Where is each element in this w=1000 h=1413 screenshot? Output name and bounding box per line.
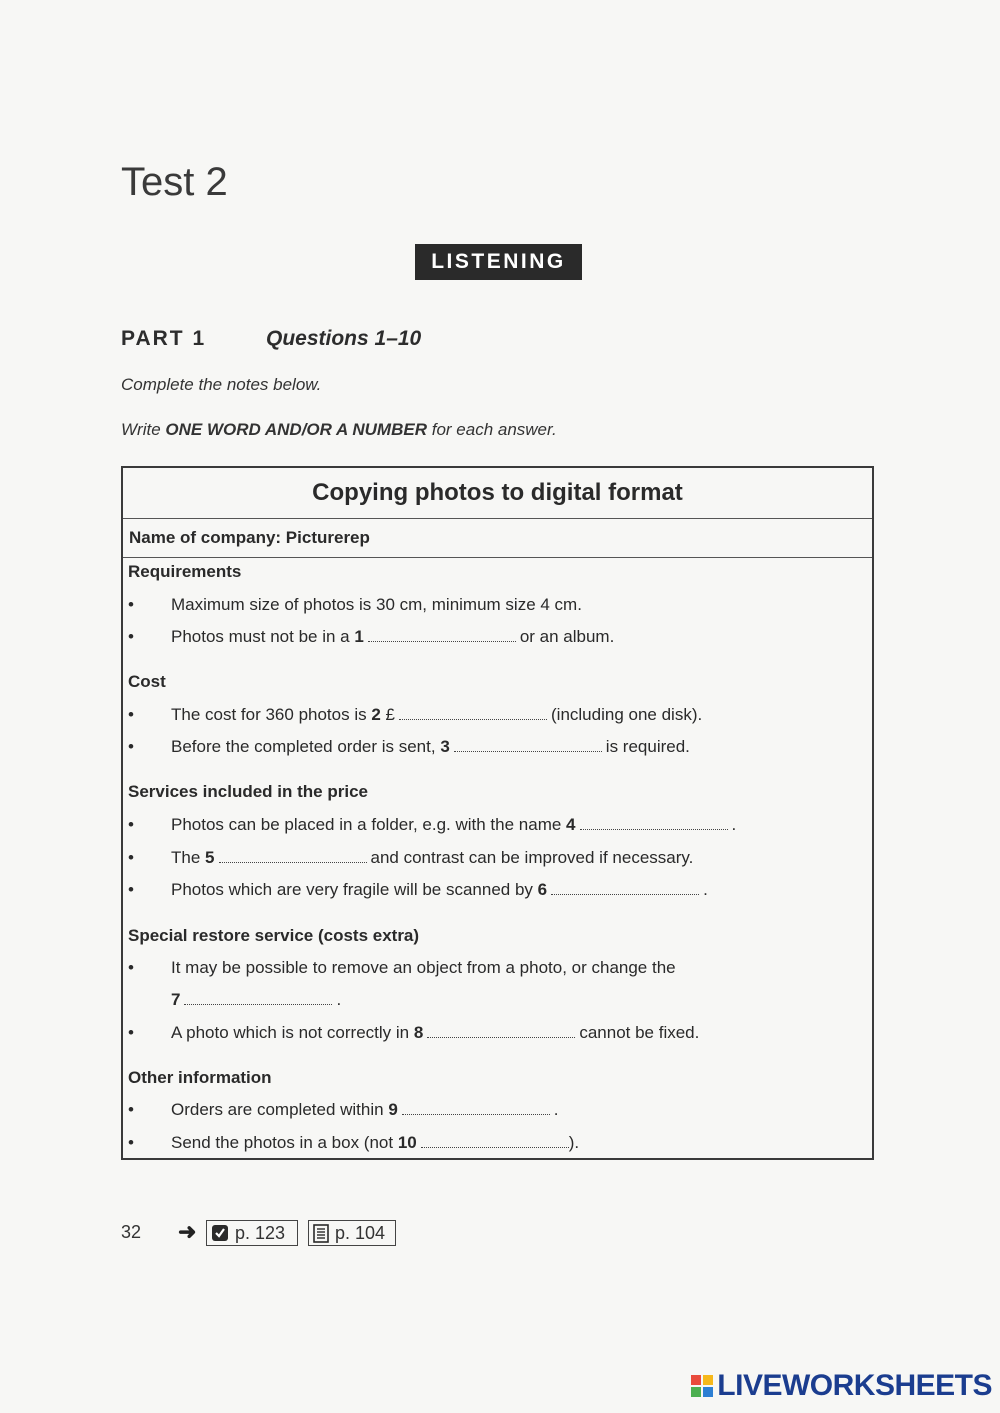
line-text: . — [336, 990, 342, 1009]
services-line-1 — [171, 815, 736, 835]
restore-line-1: It may be possible to remove an object from a photo, or change the — [171, 958, 676, 977]
restore-line-1-cont — [171, 990, 341, 1010]
bullet-icon: • — [128, 737, 134, 756]
line-text: is required. — [605, 737, 690, 756]
line-text: cannot be fixed. — [579, 1023, 700, 1042]
line-text: (including one disk). — [551, 705, 703, 724]
page-number: 32 — [121, 1222, 142, 1242]
line-text: A photo which is not correctly in — [171, 1023, 410, 1042]
services-line-3 — [171, 880, 708, 900]
question-number: 7 — [171, 990, 181, 1009]
heading-other: Other information — [128, 1068, 272, 1087]
answer-blank-4[interactable] — [580, 828, 728, 830]
questions-label: Questions 1–10 — [266, 327, 422, 350]
requirements-line-1: Maximum size of photos is 30 cm, minimum size 4 cm. — [171, 595, 582, 614]
listening-badge: LISTENING — [415, 244, 582, 280]
line-text: . — [731, 815, 737, 834]
question-number: 4 — [566, 815, 576, 834]
heading-restore: Special restore service (costs extra) — [128, 926, 420, 945]
restore-line-2 — [171, 1023, 699, 1043]
bullet-icon: • — [128, 595, 134, 614]
line-text: The cost for 360 photos is — [171, 705, 367, 724]
instruction-complete: Complete the notes below. — [121, 375, 322, 394]
currency-symbol: £ — [385, 705, 396, 724]
question-number: 1 — [354, 627, 364, 646]
question-number: 10 — [397, 1133, 417, 1152]
line-text: Send the photos in a box (not — [171, 1133, 394, 1152]
requirements-line-2 — [171, 627, 614, 647]
bullet-icon: • — [128, 627, 134, 646]
bullet-icon: • — [128, 1100, 134, 1119]
answer-blank-1[interactable] — [368, 640, 516, 642]
question-number: 8 — [413, 1023, 424, 1042]
bullet-icon: • — [128, 880, 134, 899]
bullet-icon: • — [128, 1133, 134, 1152]
line-text: and contrast can be improved if necessary. — [370, 848, 694, 867]
instruction-write-bold: ONE WORD AND/OR A NUMBER — [165, 420, 427, 439]
instruction-write — [121, 420, 557, 440]
liveworksheets-logo-icon — [691, 1375, 713, 1397]
line-text: Before the completed order is sent, — [171, 737, 436, 756]
question-number: 5 — [205, 848, 215, 867]
notes-title: Copying photos to digital format — [123, 468, 872, 519]
answer-key-reference[interactable] — [206, 1220, 298, 1246]
line-text: Photos can be placed in a folder, e.g. with the name — [171, 815, 562, 834]
bullet-icon: • — [128, 705, 134, 724]
liveworksheets-logo — [691, 1369, 992, 1403]
heading-requirements: Requirements — [128, 562, 242, 581]
answer-blank-3[interactable] — [454, 750, 602, 752]
answer-blank-10[interactable] — [421, 1146, 569, 1148]
answer-key-page: p. 123 — [235, 1222, 286, 1243]
liveworksheets-wordmark: LIVEWORKSHEETS — [717, 1369, 992, 1402]
transcript-page: p. 104 — [335, 1222, 386, 1243]
bullet-icon: • — [128, 848, 134, 867]
arrow-right-icon: ➜ — [178, 1219, 197, 1244]
answer-blank-8[interactable] — [427, 1036, 575, 1038]
line-text: . — [703, 880, 708, 899]
part-label: PART 1 — [121, 327, 207, 350]
line-text: ). — [568, 1133, 580, 1152]
heading-services: Services included in the price — [128, 782, 368, 801]
transcript-icon — [313, 1224, 329, 1243]
page-title: Test 2 — [121, 160, 228, 204]
services-line-2 — [171, 848, 693, 868]
other-line-2 — [171, 1133, 579, 1153]
instruction-write-post: for each answer. — [427, 420, 557, 439]
question-number: 3 — [440, 737, 450, 756]
answer-key-icon — [211, 1224, 229, 1242]
bullet-icon: • — [128, 1023, 134, 1042]
line-text: Orders are completed within — [171, 1100, 384, 1119]
line-text: . — [553, 1100, 559, 1119]
answer-blank-7[interactable] — [184, 1003, 332, 1005]
answer-blank-6[interactable] — [551, 893, 699, 895]
question-number: 2 — [371, 705, 381, 724]
company-name: Name of company: Picturerep — [123, 518, 872, 558]
line-text: The — [171, 848, 201, 867]
line-text: Photos which are very fragile will be scanned by — [171, 880, 533, 899]
answer-blank-9[interactable] — [402, 1113, 550, 1115]
line-text: Photos must not be in a — [171, 627, 350, 646]
cost-line-2 — [171, 737, 690, 757]
answer-blank-5[interactable] — [219, 861, 367, 863]
bullet-icon: • — [128, 815, 134, 834]
transcript-reference[interactable] — [308, 1220, 396, 1246]
instruction-write-pre: Write — [121, 420, 166, 439]
other-line-1 — [171, 1100, 559, 1120]
answer-blank-2[interactable] — [399, 718, 547, 720]
bullet-icon: • — [128, 958, 134, 977]
line-text: or an album. — [519, 627, 615, 646]
question-number: 9 — [388, 1100, 398, 1119]
question-number: 6 — [537, 880, 548, 899]
cost-line-1 — [171, 705, 702, 725]
heading-cost: Cost — [128, 672, 166, 691]
